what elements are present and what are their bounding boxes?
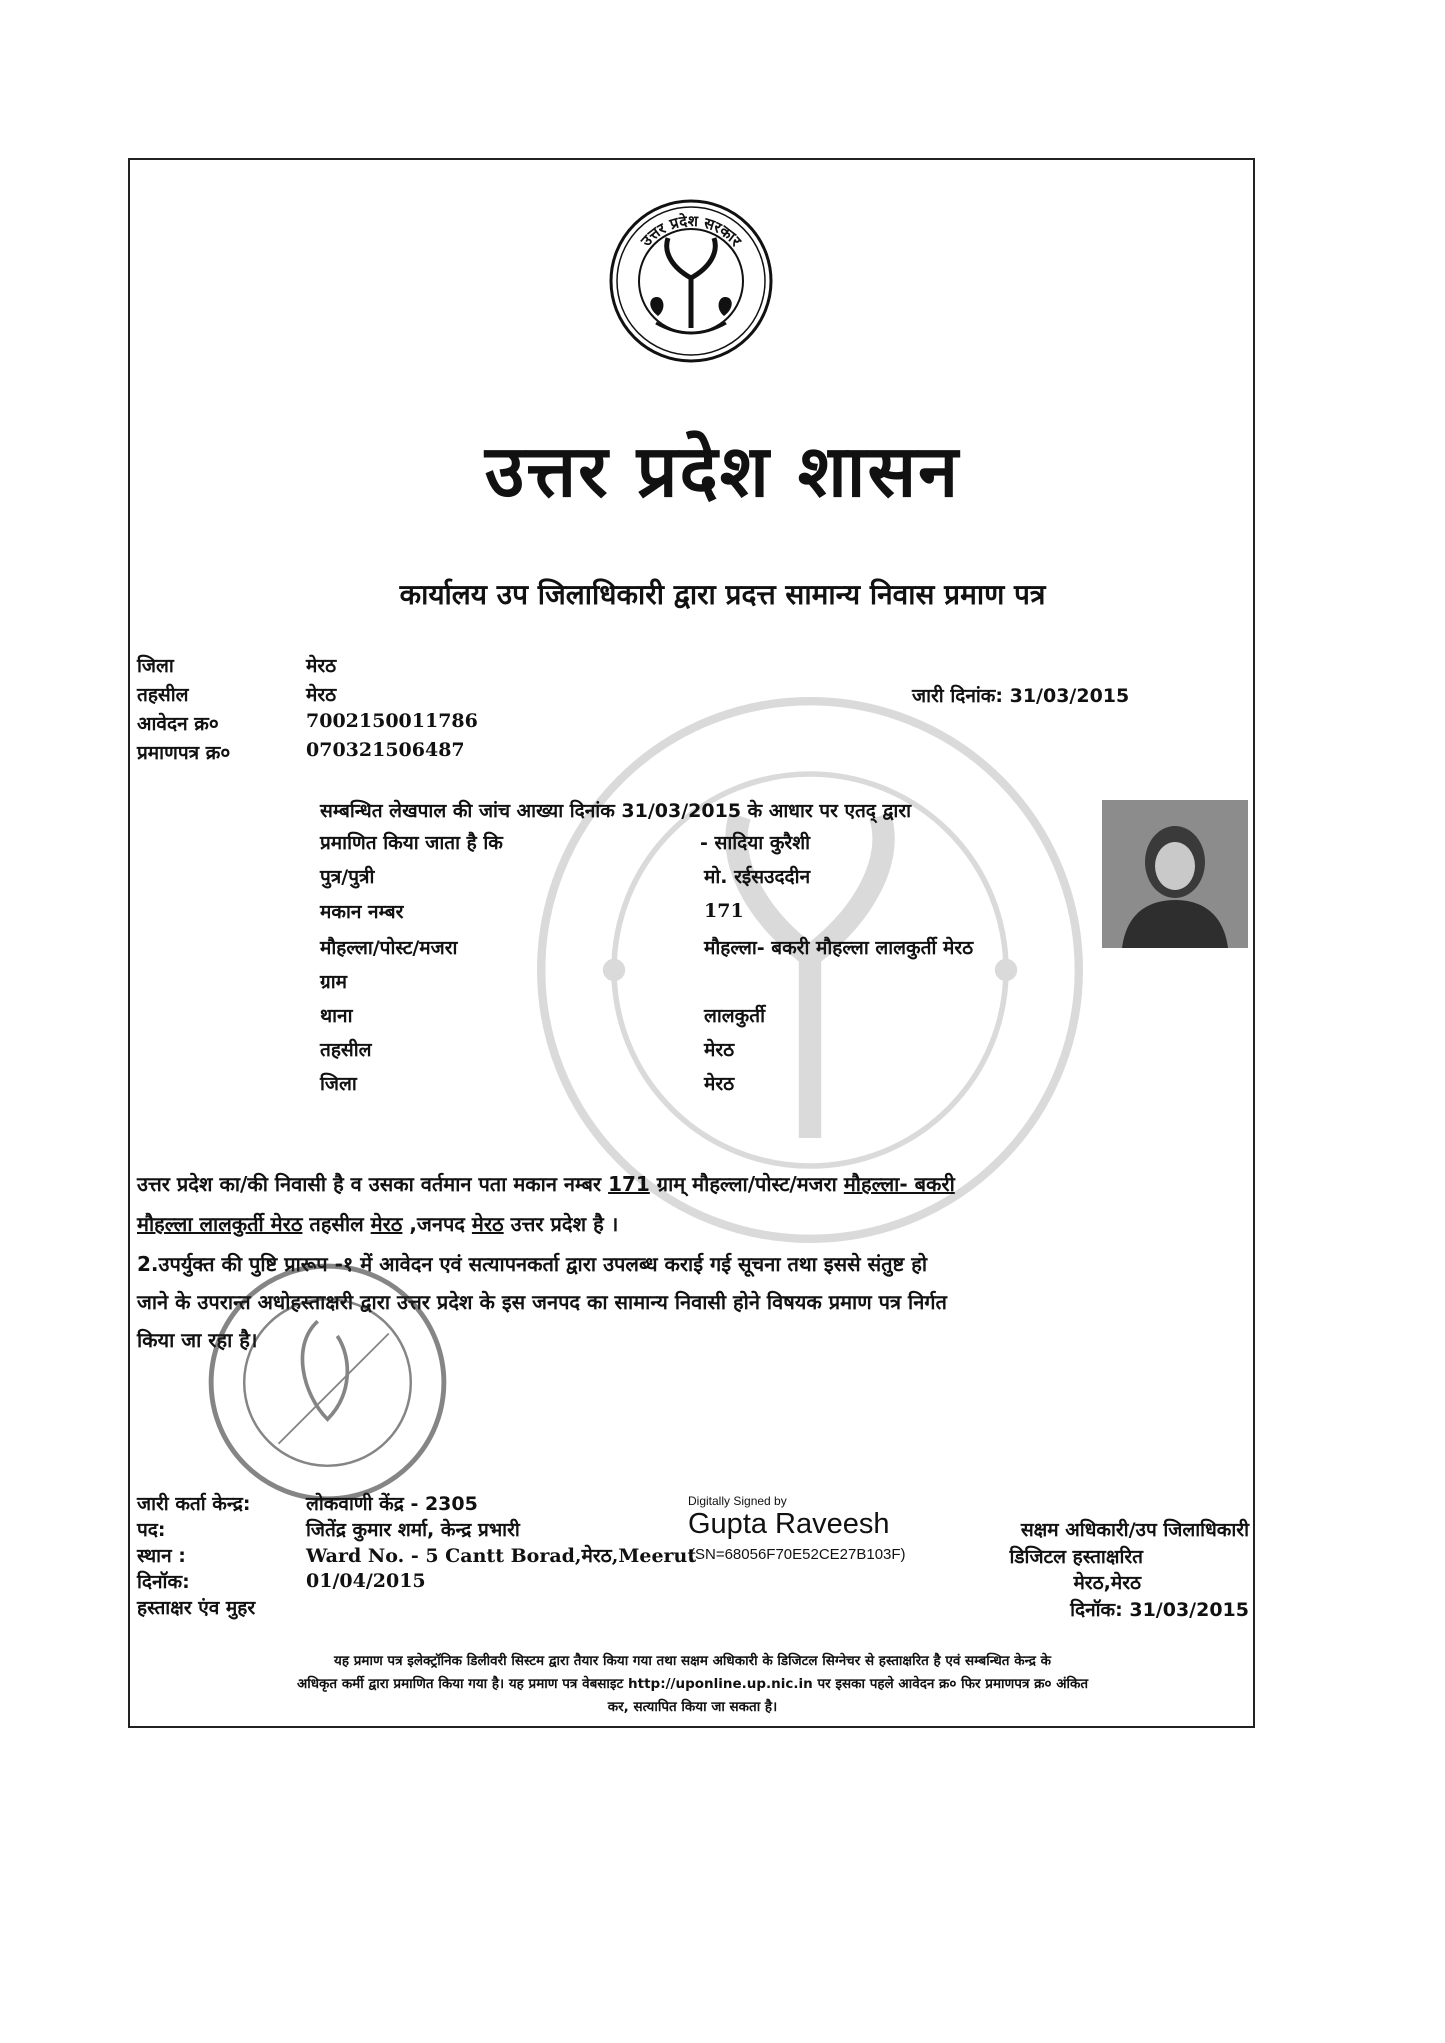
detail-value: मेरठ [704, 1039, 735, 1061]
place-label: स्थान : [137, 1545, 186, 1567]
emblem-text: उत्तर प्रदेश सरकार [637, 211, 745, 250]
residence-paragraph-line2: मौहल्ला लालकुर्ती मेरठ तहसील मेरठ ,जनपद मेरठ उत्तर प्रदेश है । [137, 1212, 619, 1236]
detail-value: मौहल्ला- बकरी मौहल्ला लालकुर्ती मेरठ [704, 937, 974, 959]
detail-value: 171 [704, 900, 744, 922]
applicant-photo [1102, 800, 1248, 948]
digital-signature-name: Gupta Raveesh [688, 1508, 890, 1540]
tehsil-value: मेरठ [306, 684, 337, 706]
detail-label: तहसील [320, 1039, 372, 1061]
authority-title: सक्षम अधिकारी/उप जिलाधिकारी [1020, 1519, 1249, 1541]
signature-seal-label: हस्ताक्षर एंव मुहर [137, 1597, 256, 1619]
verification-paragraph-line2: जाने के उपरान्त अधोहस्ताक्षरी द्वारा उत्तर प्रदेश के इस जनपद का सामान्य निवासी होने विषयक प्रमाण पत्र निर्गत [137, 1290, 947, 1314]
certificate-no-label: प्रमाणपत्र क्र० [137, 742, 231, 764]
post-label: पद: [137, 1519, 166, 1541]
digital-signature-serial: (SN=68056F70E52CE27B103F) [690, 1546, 906, 1563]
issuer-date-label: दिनॉक: [137, 1571, 190, 1593]
tehsil-label: तहसील [137, 684, 189, 706]
authority-digital: डिजिटल हस्ताक्षरित [1009, 1546, 1143, 1568]
detail-label: मौहल्ला/पोस्ट/मजरा [320, 937, 458, 959]
digital-signature-caption: Digitally Signed by [688, 1494, 787, 1508]
issuer-date-value: 01/04/2015 [306, 1570, 426, 1592]
verification-paragraph-line3: किया जा रहा है। [137, 1328, 258, 1352]
district-label: जिला [137, 655, 174, 677]
certified-name: - सादिया कुरैशी [700, 832, 811, 854]
center-value: लोकवाणी केंद्र - 2305 [306, 1493, 478, 1515]
place-value: Ward No. - 5 Cantt Borad,मेरठ,Meerut [306, 1545, 697, 1567]
page-title: उत्तर प्रदेश शासन [484, 429, 961, 513]
authority-date: दिनॉक: 31/03/2015 [1070, 1599, 1249, 1621]
detail-value: मो. रईसउददीन [704, 866, 811, 888]
certified-label: प्रमाणित किया जाता है कि [320, 832, 503, 854]
page-subtitle: कार्यालय उप जिलाधिकारी द्वारा प्रदत्त सामान्य निवास प्रमाण पत्र [399, 578, 1046, 611]
certificate-no-value: 070321506487 [306, 739, 465, 761]
detail-label: जिला [320, 1073, 357, 1095]
detail-label: पुत्र/पुत्री [320, 866, 375, 888]
detail-label: ग्राम [320, 971, 347, 993]
detail-value: मेरठ [704, 1073, 735, 1095]
application-no-value: 7002150011786 [306, 710, 478, 732]
footer-note: यह प्रमाण पत्र इलेक्ट्रॉनिक डिलीवरी सिस्टम द्वारा तैयार किया गया तथा सक्षम अधिकारी के डिजिटल सिग्नेचर से हस्ताक्षरित है एवं सम्बन्धित केन्द्र के अधिकृत कर्मी द्वारा प्रमाणित किया गया है। यह प्रमाण पत्र वेबसाइट http://uponline.up.nic.in पर इसका पहले आवेदन क्र० फिर प्रमाणपत्र क्र० अंकित कर, सत्यापित किया जा सकता है। [296, 1653, 1089, 1715]
post-value: जितेंद्र कुमार शर्मा, केन्द्र प्रभारी [306, 1519, 520, 1541]
district-value: मेरठ [306, 655, 337, 677]
issue-date: जारी दिनांक: 31/03/2015 [912, 685, 1130, 707]
authority-location: मेरठ,मेरठ [1073, 1572, 1141, 1594]
watermark-seal [530, 690, 1090, 1250]
up-emblem-icon [608, 198, 774, 364]
center-label: जारी कर्ता केन्द्र: [137, 1493, 251, 1515]
detail-label: मकान नम्बर [320, 901, 404, 923]
detail-value: लालकुर्ती [704, 1005, 766, 1027]
details-intro: सम्बन्धित लेखपाल की जांच आख्या दिनांक 31/03/2015 के आधार पर एतद् द्वारा [320, 800, 912, 822]
application-no-label: आवेदन क्र० [137, 713, 219, 735]
verification-paragraph-line1: 2.उपर्युक्त की पुष्टि प्रारूप -१ में आवेदन एवं सत्यापनकर्ता द्वारा उपलब्ध कराई गई सूचना तथा इससे संतुष्ट हो [137, 1252, 928, 1276]
residence-paragraph-line1: उत्तर प्रदेश का/की निवासी है व उसका वर्तमान पता मकान नम्बर 171 ग्राम् मौहल्ला/पोस्ट/मजरा मौहल्ला- बकरी [137, 1172, 955, 1196]
official-stamp [205, 1260, 450, 1505]
detail-label: थाना [320, 1005, 353, 1027]
